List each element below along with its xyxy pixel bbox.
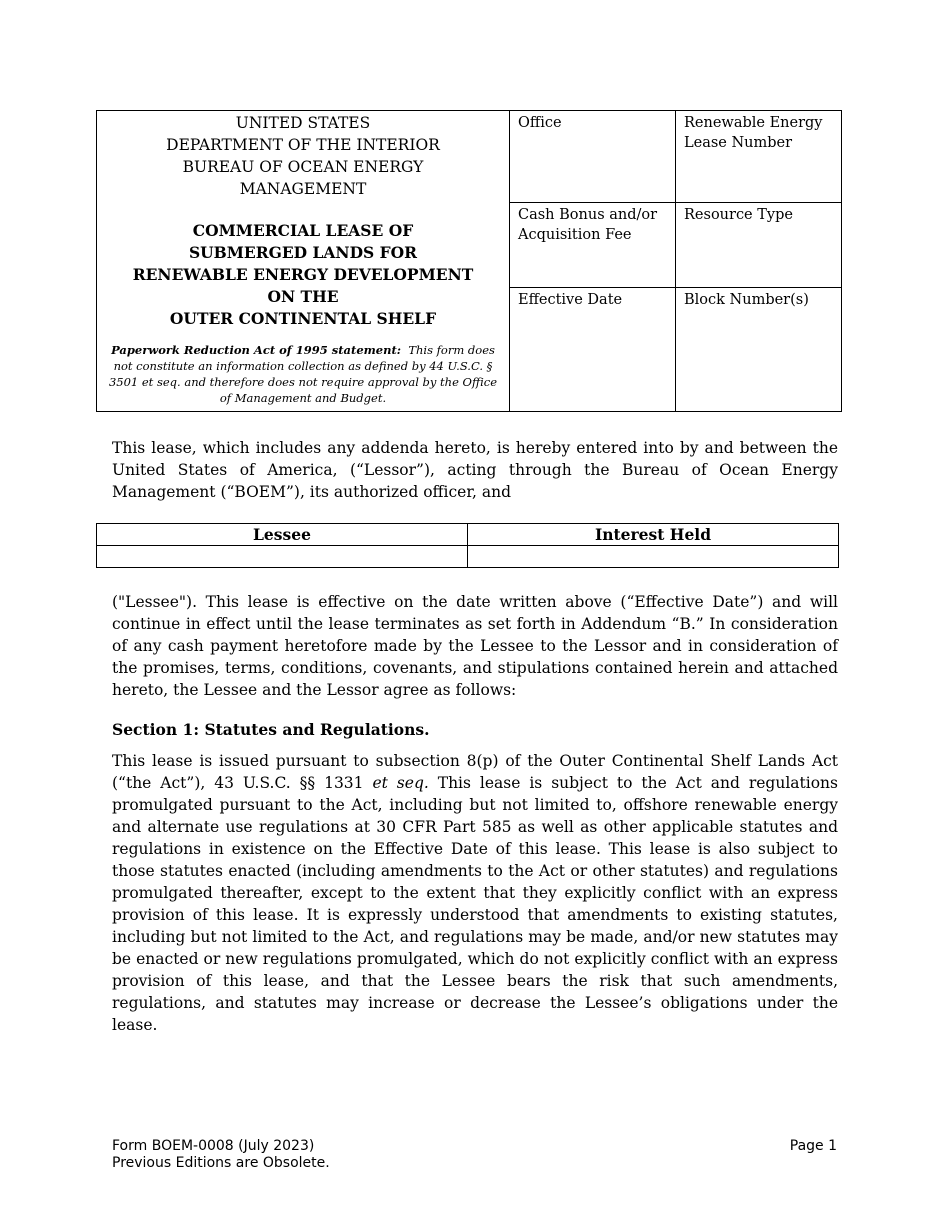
resource-type-field[interactable] [676,203,842,287]
office-label: Office [518,115,562,131]
intro-paragraph: This lease, which includes any addenda hereto, is hereby entered into by and between the United States of America, (“Lessor”), acting through the Bureau of Ocean Energy Management (“BOEM”), its authorized officer, and [112,439,838,501]
cash-bonus-field[interactable] [510,203,676,287]
section-1-text: This lease is issued pursuant to subsection 8(p) of the Outer Continental Shelf Lands Act (“the Act”), 43 U.S.C. §§ 1331 et seq. This lease is subject to the Act and regulations promulgated pursuant to the Act, including but not limited to, offshore renewable energy and alternate use regulations at 30 CFR Part 585 as well as other applicable statutes and regulations in existence on the Effective Date of this lease. This lease is also subject to those statutes enacted (including amendments to the Act or other statutes) and regulations promulgated thereafter, except to the extent that they explicitly conflict with an express provision of this lease. It is expressly understood that amendments to existing statutes, including but not limited to the Act, and regulations may be made, and/or new statutes may be enacted or new regulations promulgated, which do not explicitly conflict with an express provision of this lease, and that the Lessee bears the risk that such amendments, regulations, and statutes may increase or decrease the Lessee’s obligations under the lease. [112,752,838,1034]
page-number: Page 1 [789,1138,837,1154]
lessee-column-header: Lessee [97,524,468,546]
lease-number-label: Renewable Energy Lease Number [684,115,823,151]
interest-held-cell[interactable] [468,546,839,568]
lease-number-field[interactable] [676,111,842,203]
header-title-cell [97,111,510,412]
paperwork-reduction-statement: Paperwork Reduction Act of 1995 statement: This form does not constitute an information collection as defined by 44 U.S.C. § 3501 et seq. and therefore does not require approval by the Office of Management and Budget. [108,343,498,405]
section-1-heading: Section 1: Statutes and Regulations. [112,720,430,739]
resource-type-label: Resource Type [684,207,793,224]
block-numbers-field[interactable] [676,287,842,411]
table-row [97,546,839,568]
header-table [96,110,842,412]
cash-bonus-label: Cash Bonus and/or Acquisition Fee [518,207,658,244]
lessee-table [96,523,839,568]
obsolete-note: Previous Editions are Obsolete. [112,1155,330,1171]
footer-form-info [112,1138,330,1172]
effective-date-label: Effective Date [518,291,623,308]
form-number: Form BOEM-0008 (July 2023) [112,1138,315,1154]
block-numbers-label: Block Number(s) [684,291,809,308]
interest-held-column-header: Interest Held [468,524,839,546]
lessee-name-cell[interactable] [97,546,468,568]
document-title: COMMERCIAL LEASE OF SUBMERGED LANDS FOR RENEWABLE ENERGY DEVELOPMENT ON THE OUTER CONTINENTAL SHELF [132,221,474,328]
office-field[interactable] [510,111,676,203]
agency-name: UNITED STATES DEPARTMENT OF THE INTERIOR BUREAU OF OCEAN ENERGY MANAGEMENT [166,114,440,198]
effective-date-field[interactable] [510,287,676,411]
effective-paragraph: ("Lessee"). This lease is effective on the date written above (“Effective Date”) and will continue in effect until the lease terminates as set forth in Addendum “B.” In consideration of any cash payment heretofore made by the Lessee to the Lessor and in consideration of the promises, terms, conditions, covenants, and stipulations contained herein and attached hereto, the Lessee and the Lessor agree as follows: [112,593,838,699]
